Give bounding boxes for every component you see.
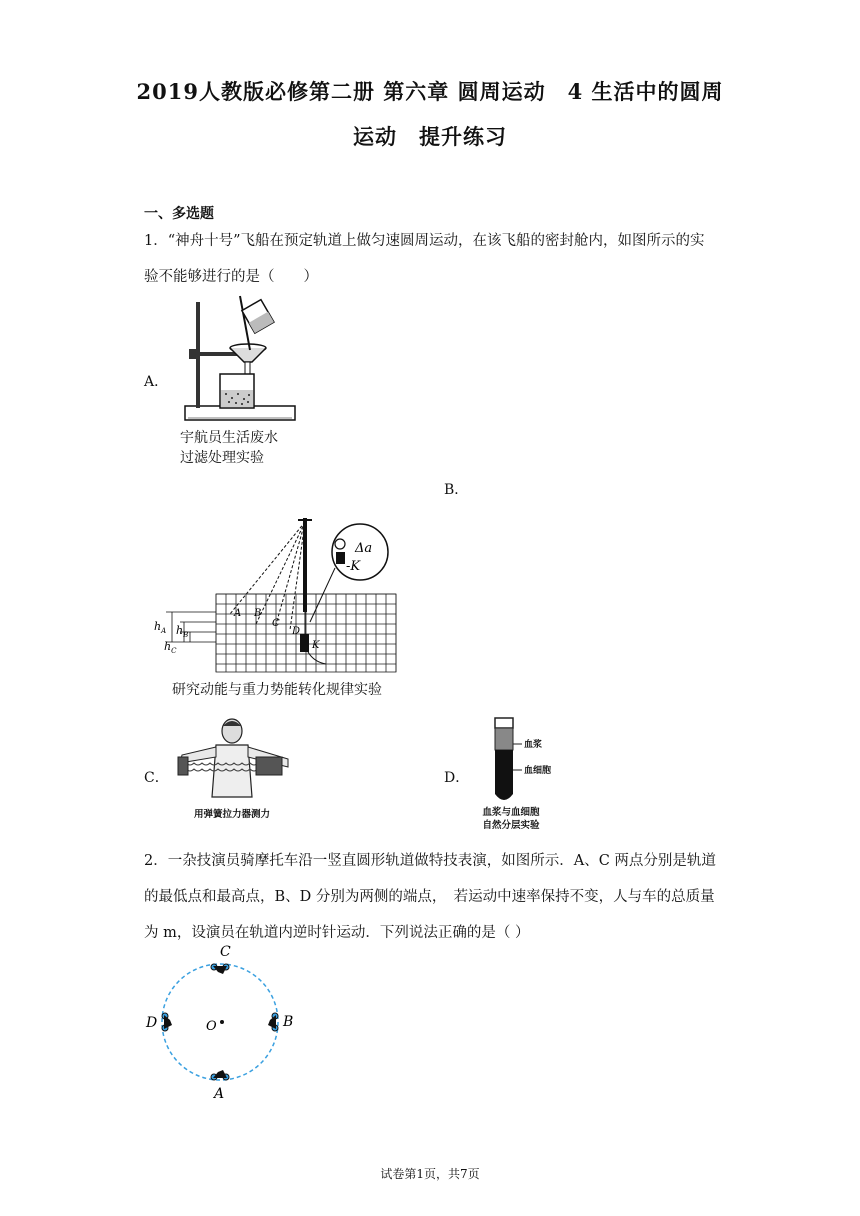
plasma-layer: [495, 728, 513, 750]
circular-track-figure: [140, 942, 310, 1102]
page-footer: 试卷第1页，共7页: [380, 1167, 480, 1181]
option-c-label: C．: [144, 770, 169, 786]
question-1-text: 1．“神舟十号”飞船在预定轨道上做匀速圆周运动，在该飞船的密封舱内，如图所示的实验不能够进行的是（ ）: [144, 233, 705, 285]
question-2-text: 2．一杂技演员骑摩托车沿一竖直圆形轨道做特技表演，如图所示．A、C 两点分别是轨道的最低点和最高点，B、D 分别为两侧的端点， 若运动中速率保持不变，人与车的总质量为 m，设演员在轨道内逆时针运动．下列说法正确的是（ ）: [144, 853, 716, 941]
option-a-caption-line-1: 宇航员生活废水: [180, 430, 278, 446]
rider-b: [268, 1013, 278, 1031]
page-title-line-1: 2019人教版必修第二册 第六章 圆周运动 4 生活中的圆周: [136, 79, 724, 104]
plasma-label: 血浆: [524, 740, 543, 750]
h-a-label: $h_A$: [154, 620, 167, 635]
point-c-label: C: [272, 618, 280, 629]
point-c-label-q2: C: [220, 944, 231, 960]
option-d-caption-line-1: 血浆与血细胞: [482, 807, 540, 818]
h-c-label: $h_C$: [164, 640, 177, 655]
center-o-label: O: [206, 1019, 217, 1034]
rider-d: [162, 1013, 172, 1031]
center-point: [220, 1020, 224, 1024]
option-a-label: A．: [144, 374, 169, 390]
point-k-label: K: [312, 640, 320, 651]
pendulum-bob: [300, 634, 309, 652]
option-c-caption: 用弹簧拉力器测力: [193, 809, 270, 820]
blood-cells-label: 血细胞: [524, 766, 552, 776]
point-b-label: B: [254, 608, 262, 619]
callout-delta-a: Δa: [355, 541, 373, 556]
handle: [256, 757, 282, 775]
energy-conversion-figure: [150, 512, 410, 692]
point-a-label: A: [234, 608, 242, 619]
filtration-apparatus-figure: [180, 294, 300, 424]
option-d-caption-line-2: 自然分层实验: [482, 820, 540, 831]
blood-cell-layer: [495, 750, 513, 800]
option-d-label: D．: [444, 770, 470, 786]
section-heading: 一、多选题: [144, 206, 214, 222]
point-a-label-q2: A: [214, 1086, 225, 1102]
option-d-caption: [466, 806, 556, 832]
tube-top: [495, 718, 513, 728]
option-a-caption: [180, 428, 278, 468]
h-b-label: $h_B$: [176, 624, 189, 639]
option-b-label: B．: [444, 482, 469, 498]
rider-c: [211, 964, 229, 974]
callout-k-label: -K: [346, 559, 361, 574]
page-title-line-2: 运动 提升练习: [353, 124, 507, 149]
option-a-caption-line-2: 过滤处理实验: [180, 450, 264, 466]
option-b-caption: 研究动能与重力势能转化规律实验: [172, 682, 382, 698]
blood-tube-figure: [486, 714, 556, 808]
spring-exerciser-figure: [176, 717, 296, 799]
rider-a: [211, 1070, 229, 1080]
point-b-label-q2: B: [283, 1014, 294, 1030]
point-d-label: D: [292, 626, 301, 637]
point-d-label-q2: D: [146, 1015, 158, 1031]
